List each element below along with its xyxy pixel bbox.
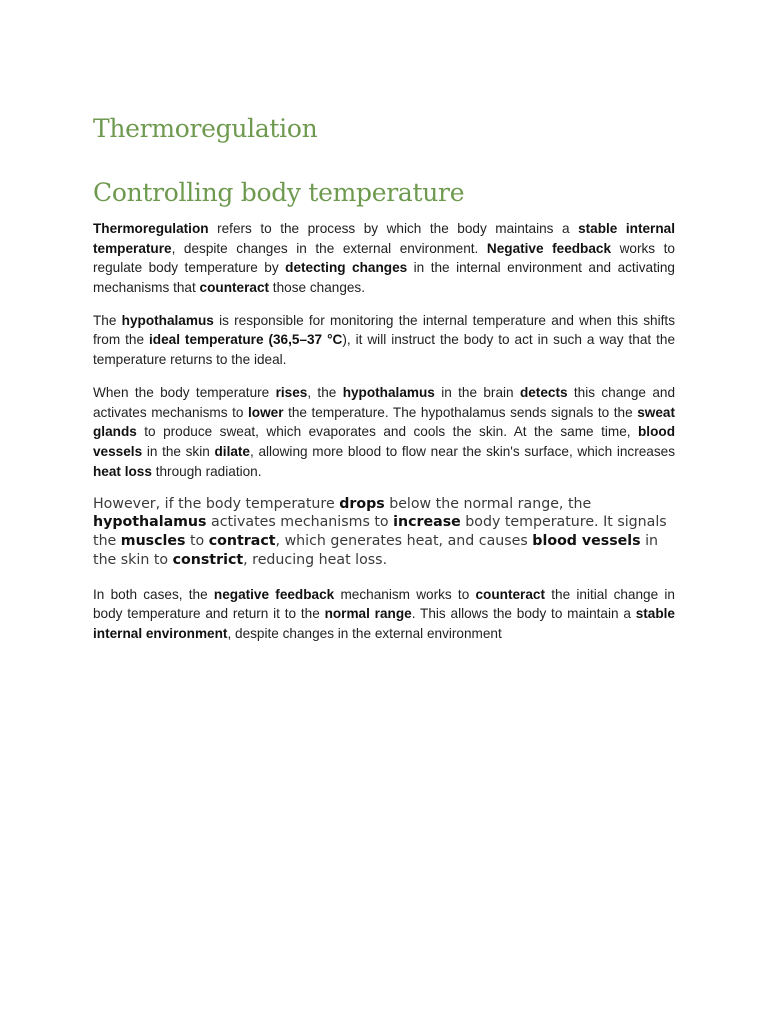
text-run: activates mechanisms to	[206, 514, 394, 531]
bold-term: normal range	[324, 606, 412, 622]
text-run: this change and activates mechanisms to	[93, 385, 676, 420]
text-run: through radiation.	[151, 463, 262, 479]
page-title: Thermoregulation	[93, 114, 318, 143]
bold-term: ideal temperature (36,5–37 °C	[149, 332, 343, 348]
text-run: in the skin	[142, 443, 215, 459]
bold-term: contract	[208, 533, 276, 550]
bold-term: counteract	[475, 586, 545, 602]
bold-term: heat loss	[93, 463, 152, 479]
text-run: The	[93, 312, 122, 328]
bold-term: detects	[519, 385, 568, 401]
text-run: . This allows the body to maintain a	[411, 606, 636, 622]
bold-term: hypothalamus	[342, 385, 435, 401]
text-run: those changes.	[269, 279, 366, 295]
text-run: to	[185, 533, 209, 550]
text-run: in the skin to	[93, 533, 659, 569]
bold-term: counteract	[199, 279, 270, 295]
text-run: in the brain	[434, 385, 520, 401]
paragraph	[93, 383, 675, 481]
bold-term: drops	[339, 495, 385, 512]
bold-term: rises	[275, 385, 308, 401]
paragraph	[93, 311, 675, 370]
bold-term: blood vessels	[532, 533, 641, 550]
text-run: ), it will instruct the body to act in such a way that the temperature returns to the ideal.	[93, 332, 676, 368]
text-run: In both cases, the	[93, 586, 214, 602]
paragraph	[93, 585, 675, 644]
bold-term: muscles	[120, 533, 186, 550]
text-run: , the	[307, 385, 343, 401]
text-run: However, if the body temperature	[93, 495, 340, 512]
text-run: , despite changes in the external environment	[227, 626, 502, 641]
text-run: to produce sweat, which evaporates and cools the skin. At the same time,	[136, 424, 638, 440]
text-run: in the internal environment and activating mechanisms that	[93, 260, 675, 295]
document-body	[93, 219, 675, 657]
text-run: is responsible for monitoring the internal temperature and when this shifts from the	[93, 312, 675, 348]
bold-term: constrict	[172, 552, 244, 569]
bold-term: hypothalamus	[93, 514, 207, 531]
text-run: works to regulate body temperature by	[93, 240, 675, 276]
bold-term: negative feedback	[213, 586, 335, 602]
text-run: , which generates heat, and causes	[275, 533, 533, 550]
text-run: mechanism works to	[334, 586, 476, 602]
bold-term: increase	[393, 514, 461, 531]
bold-term: lower	[247, 404, 284, 420]
bold-term: dilate	[214, 443, 250, 459]
text-run: refers to the process by which the body maintains a	[208, 221, 579, 236]
text-run: , allowing more blood to flow near the skin's surface, which increases	[250, 443, 675, 459]
bold-term: Thermoregulation	[93, 221, 209, 236]
bold-term: Negative feedback	[486, 240, 612, 256]
bold-term: hypothalamus	[121, 312, 214, 328]
paragraph	[93, 495, 675, 570]
bold-term: blood vessels	[93, 424, 675, 459]
text-run: , reducing heat loss.	[243, 552, 388, 569]
bold-term: sweat glands	[93, 404, 675, 440]
text-run: the temperature. The hypothalamus sends signals to the	[283, 404, 638, 420]
bold-term: detecting changes	[285, 260, 408, 276]
bold-term: stable internal temperature	[93, 221, 675, 256]
section-heading: Controlling body temperature	[93, 178, 465, 207]
text-run: the initial change in body temperature and return it to the	[93, 586, 675, 622]
text-run: body temperature. It signals the	[93, 514, 667, 550]
text-run: , despite changes in the external environment.	[171, 240, 487, 256]
bold-term: stable internal environment	[93, 606, 675, 641]
paragraph	[93, 219, 675, 297]
text-run: below the normal range, the	[384, 495, 592, 512]
text-run: When the body temperature	[93, 385, 276, 401]
